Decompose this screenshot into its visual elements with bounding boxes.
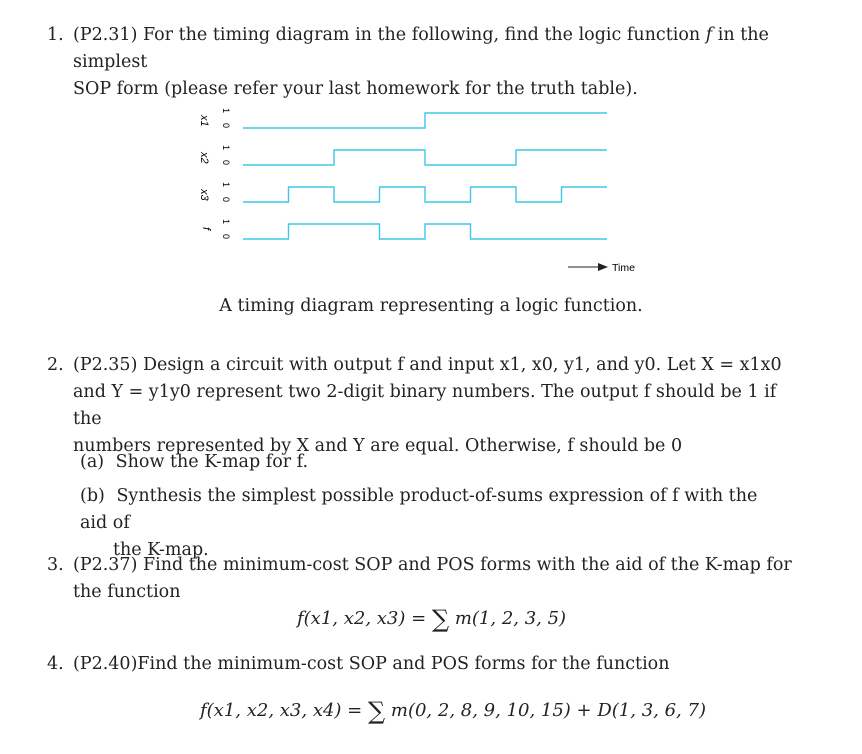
q3-eq-rhs: m(1, 2, 3, 5) bbox=[454, 608, 567, 629]
q2-b-line1: Synthesis the simplest possible product-of-sums expression of f with the aid of bbox=[80, 486, 758, 533]
q3-text bbox=[73, 552, 793, 606]
q1-line1-end: in the simplest bbox=[73, 25, 769, 72]
q2-a-label: (a) bbox=[80, 452, 105, 472]
waveform-x2 bbox=[243, 150, 607, 165]
q1-number: 1. bbox=[47, 25, 64, 45]
q4-text bbox=[73, 651, 793, 678]
q3-eq-lhs: f(x1, x2, x3) = bbox=[297, 608, 427, 629]
q3-line2: the function bbox=[73, 582, 181, 602]
waveform-x1 bbox=[243, 113, 607, 128]
q2-line1: (P2.35) Design a circuit with output f and input x1, x0, y1, and y0. Let X = x1x0 bbox=[73, 355, 782, 375]
signal-label-f: f bbox=[200, 227, 212, 231]
q3-line1: (P2.37) Find the minimum-cost SOP and POS forms with the aid of the K-map for bbox=[73, 555, 792, 575]
timing-diagram bbox=[0, 95, 862, 385]
waveform-f bbox=[243, 224, 607, 239]
level-low-x3: 0 bbox=[221, 197, 231, 203]
signal-labels bbox=[198, 114, 212, 231]
q2-b-label: (b) bbox=[80, 486, 105, 506]
signal-level-labels bbox=[221, 108, 231, 239]
waveforms bbox=[243, 113, 607, 239]
q3-number: 3. bbox=[47, 555, 64, 575]
q4-eq-rhs: m(0, 2, 8, 9, 10, 15) + D(1, 3, 6, 7) bbox=[390, 700, 706, 721]
q3-equation bbox=[297, 605, 566, 633]
q2-number: 2. bbox=[47, 355, 64, 375]
level-high-x1: 1 bbox=[221, 108, 231, 114]
q4-number: 4. bbox=[47, 654, 64, 674]
q1-line2: SOP form (please refer your last homework for the truth table). bbox=[73, 79, 638, 99]
time-arrow-head bbox=[598, 263, 608, 271]
q2-b-line2: the K-map. bbox=[113, 540, 209, 560]
level-high-f: 1 bbox=[221, 219, 231, 225]
time-label: Time bbox=[612, 262, 635, 274]
sum-symbol: ∑ bbox=[368, 697, 386, 725]
level-high-x3: 1 bbox=[221, 182, 231, 188]
q1-text bbox=[73, 22, 833, 103]
time-axis bbox=[568, 262, 635, 274]
level-high-x2: 1 bbox=[221, 145, 231, 151]
q2-line3: numbers represented by X and Y are equal. Otherwise, f should be 0 bbox=[73, 436, 683, 456]
q2-a-text: Show the K-map for f. bbox=[115, 452, 309, 472]
q4-line1: (P2.40)Find the minimum-cost SOP and POS forms for the function bbox=[73, 654, 670, 674]
waveform-x3 bbox=[243, 187, 607, 202]
level-low-f: 0 bbox=[221, 234, 231, 240]
diagram-caption: A timing diagram representing a logic function. bbox=[219, 296, 643, 316]
q1-fvar: f bbox=[705, 25, 713, 45]
q2-line2: and Y = y1y0 represent two 2-digit binary numbers. The output f should be 1 if the bbox=[73, 382, 777, 429]
signal-label-x2: x2 bbox=[198, 152, 210, 164]
q4-eq-lhs: f(x1, x2, x3, x4) = bbox=[200, 700, 363, 721]
signal-label-x3: x3 bbox=[198, 189, 210, 201]
q1-line1: (P2.31) For the timing diagram in the following, find the logic function bbox=[73, 25, 701, 45]
q2-text bbox=[73, 352, 793, 460]
signal-label-x1: x1 bbox=[198, 115, 210, 127]
q4-equation bbox=[200, 697, 706, 725]
sum-symbol: ∑ bbox=[431, 605, 450, 633]
level-low-x1: 0 bbox=[221, 123, 231, 129]
q2-part-a bbox=[80, 449, 308, 476]
level-low-x2: 0 bbox=[221, 160, 231, 166]
